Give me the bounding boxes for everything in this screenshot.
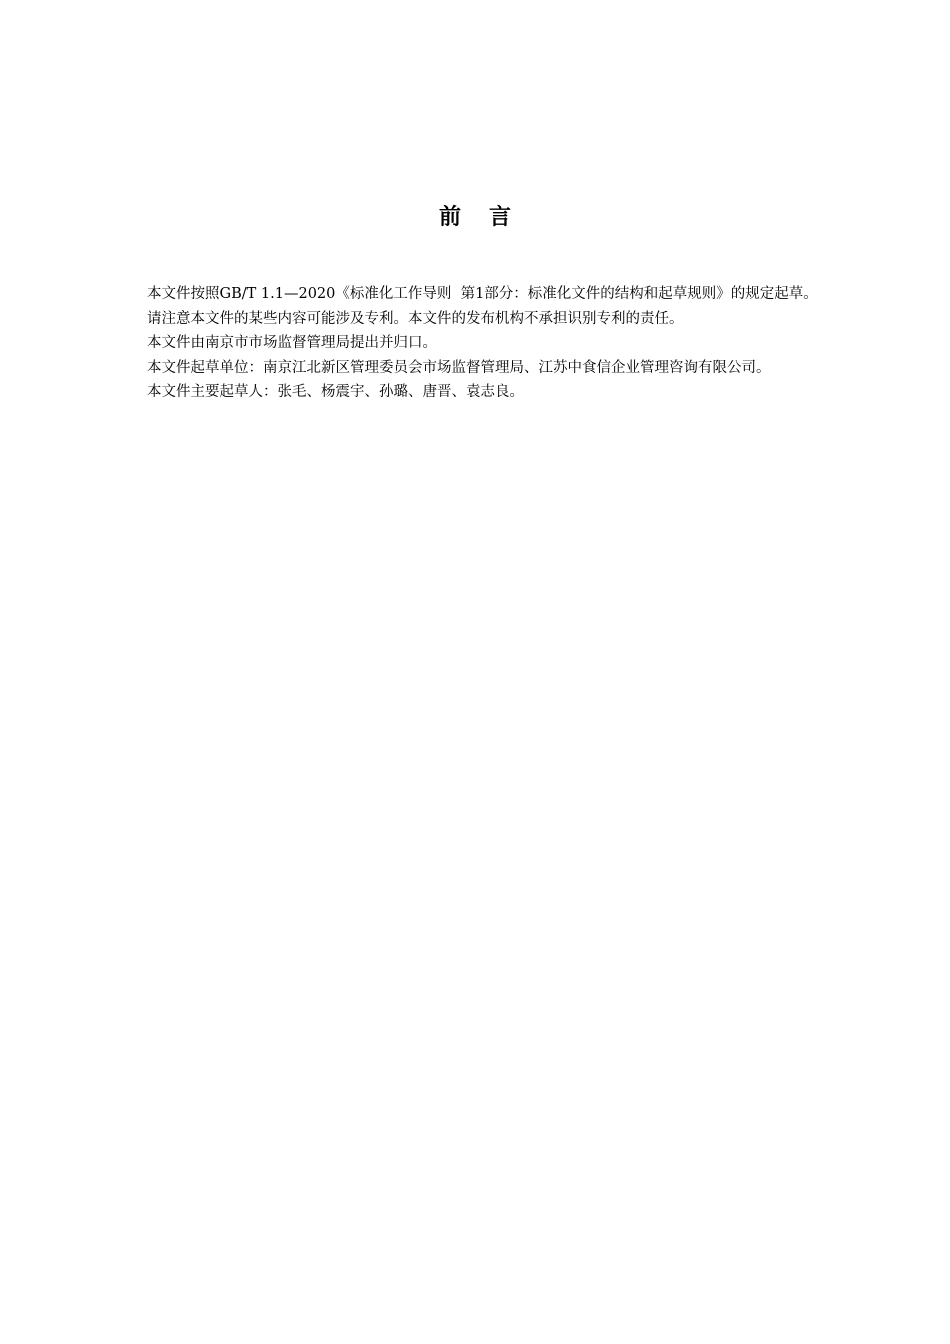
paragraph-patent-notice: 请注意本文件的某些内容可能涉及专利。本文件的发布机构不承担识别专利的责任。 <box>147 310 684 327</box>
foreword-body <box>113 282 873 405</box>
paragraph-proposer: 本文件由南京市市场监督管理局提出并归口。 <box>147 335 437 351</box>
title-char-1: 前 <box>438 205 461 230</box>
paragraph-drafting-basis: 本文件按照GB/T 1.1—2020《标准化工作导则 第1部分：标准化文件的结构和起草规则》的规定起草。 <box>147 286 818 302</box>
title-char-2: 言 <box>489 205 512 230</box>
page-title <box>0 202 950 234</box>
paragraph-drafters: 本文件主要起草人：张毛、杨震宇、孙璐、唐晋、袁志良。 <box>147 384 524 400</box>
paragraph-drafting-units: 本文件起草单位：南京江北新区管理委员会市场监督管理局、江苏中食信企业管理咨询有限公司。 <box>147 359 771 376</box>
